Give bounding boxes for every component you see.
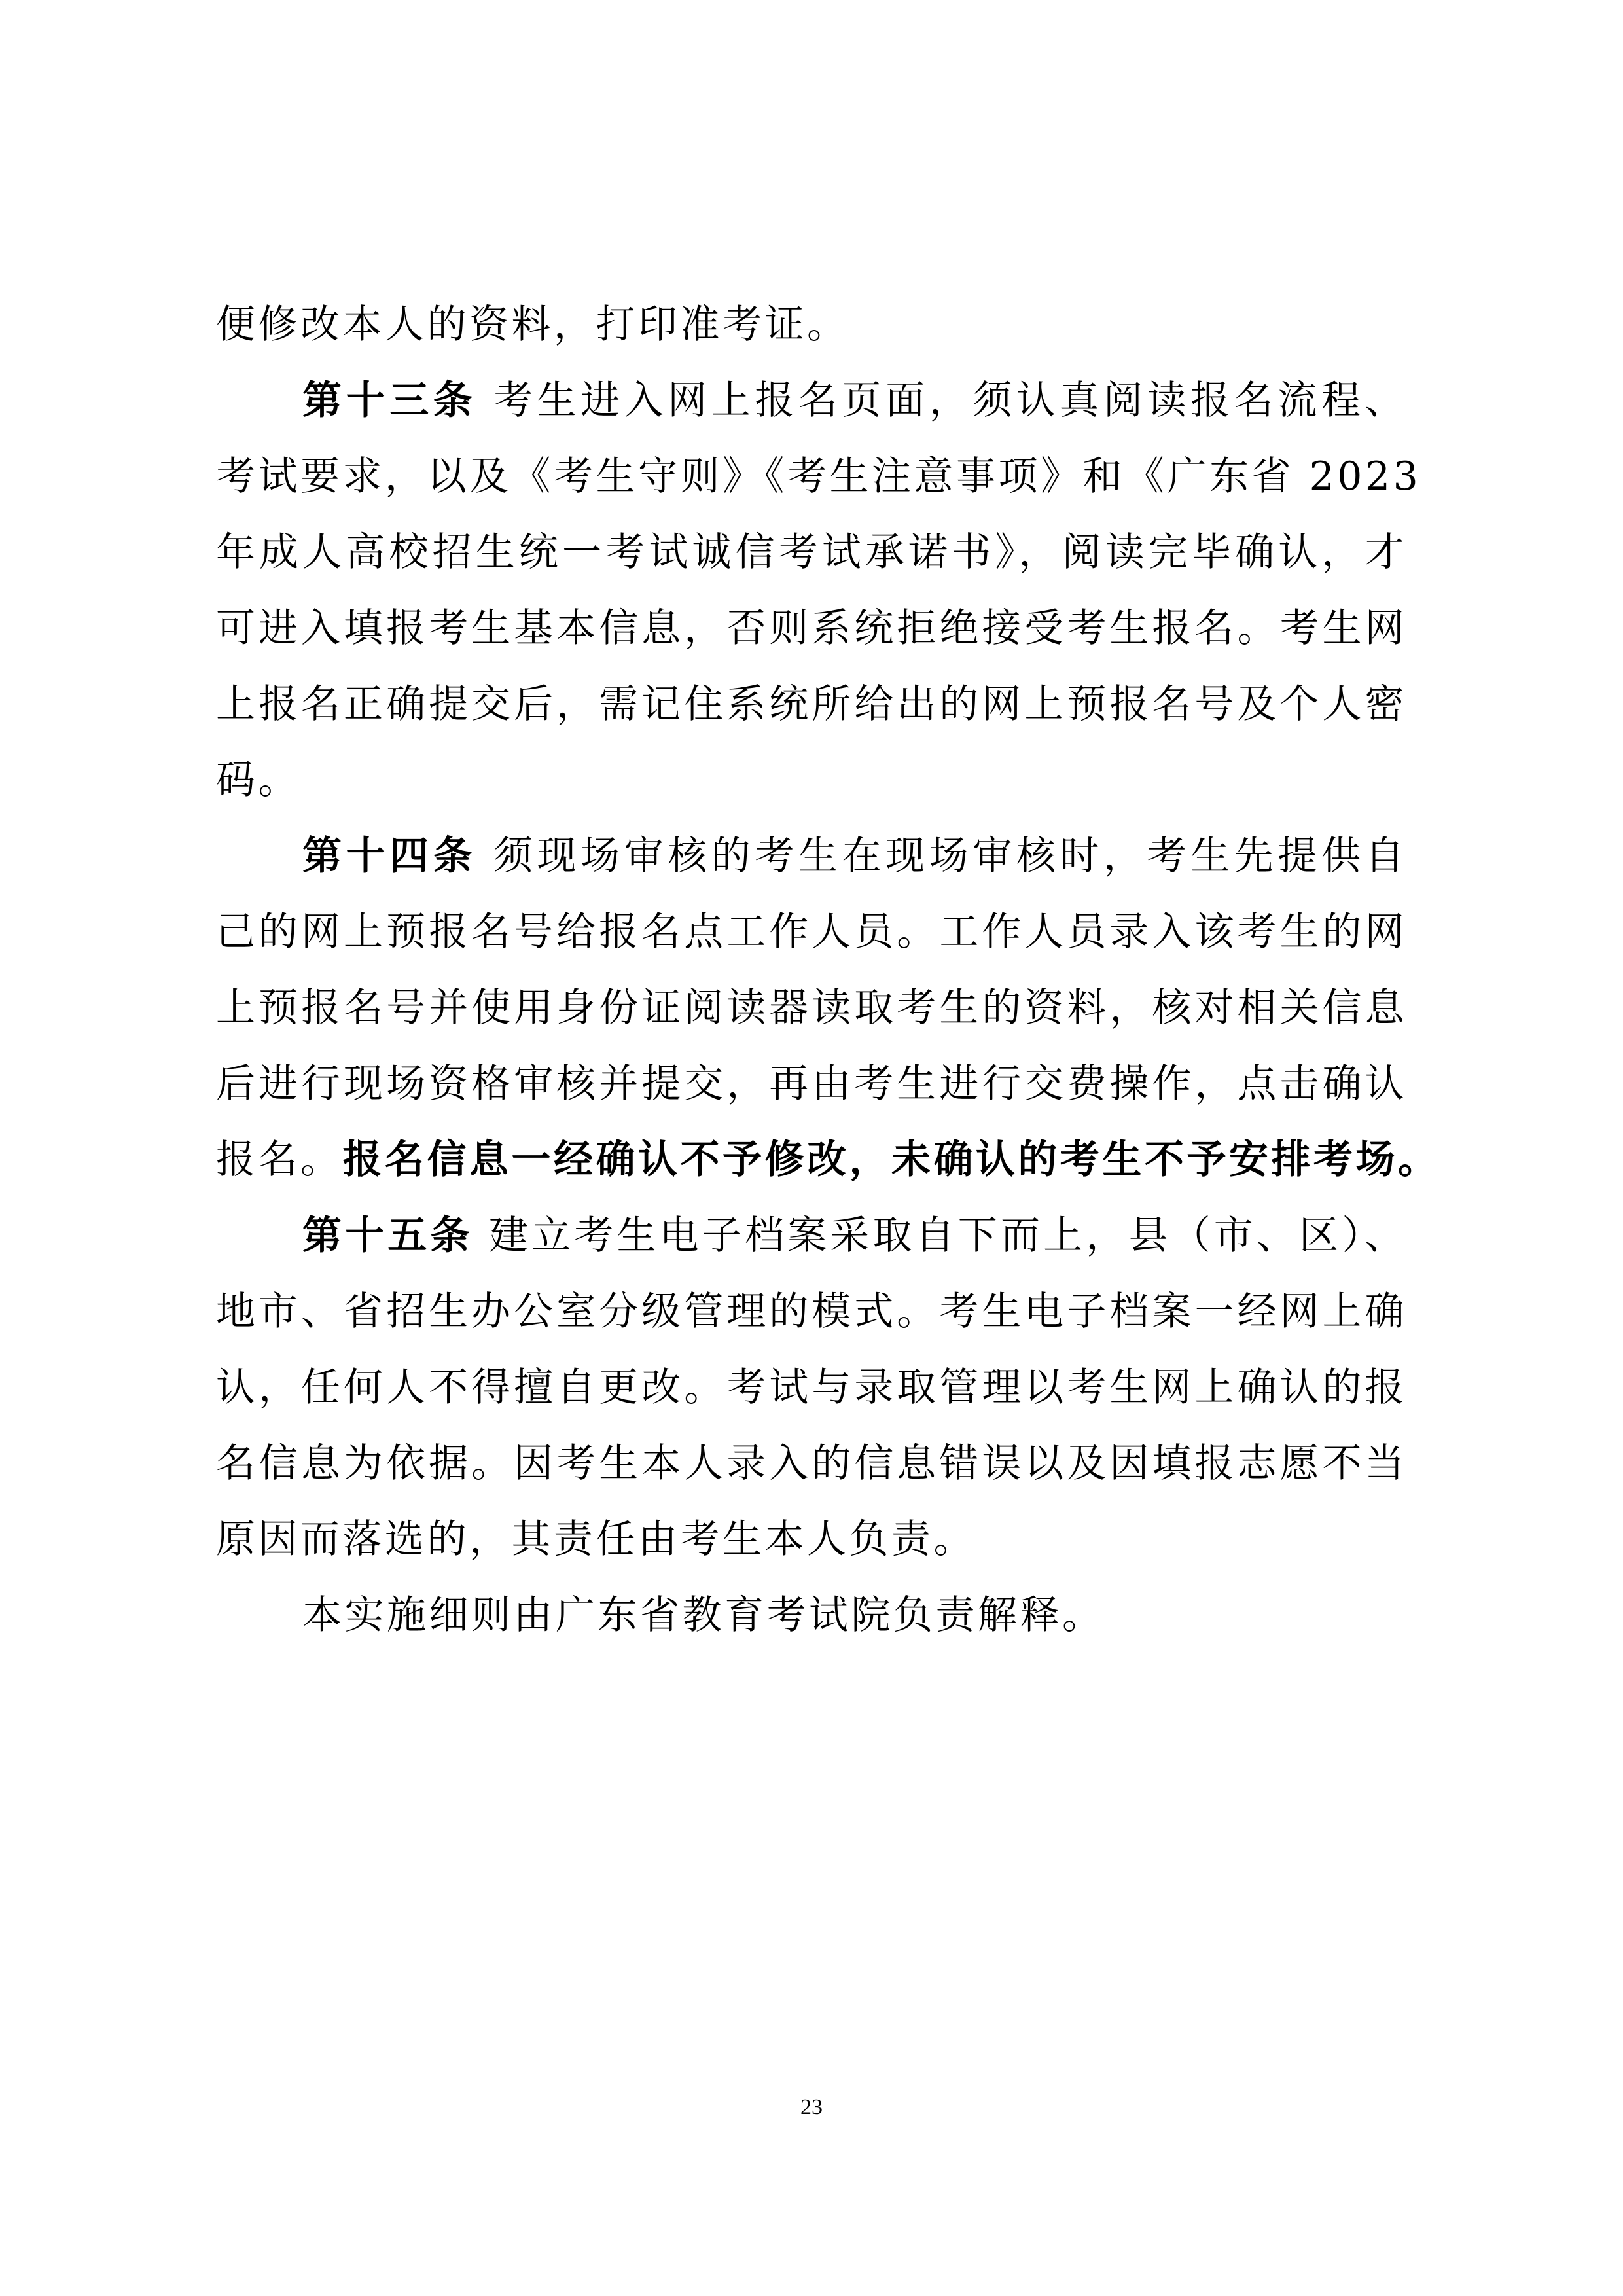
article-label: 第十四条: [302, 833, 477, 879]
paragraph-line: [216, 742, 1407, 818]
text-run: 己的网上预报名号给报名点工作人员。工作人员录入该考生的网: [216, 909, 1407, 955]
article-14-heading-line: [216, 818, 1407, 894]
closing-line: [216, 1577, 1407, 1653]
text-run: 后进行现场资格审核并提交，再由考生进行交费操作，点击确认: [216, 1061, 1407, 1107]
text-run: 考生进入网上报名页面，须认真阅读报名流程、: [493, 378, 1408, 423]
paragraph-line: [216, 970, 1407, 1046]
article-15-heading-line: [216, 1198, 1407, 1274]
paragraph-line: [216, 1274, 1407, 1350]
text-run: 上预报名号并使用身份证阅读器读取考生的资料，核对相关信息: [216, 985, 1407, 1031]
article-13-heading-line: [216, 363, 1407, 439]
text-run: 码。: [216, 757, 300, 803]
text-run: 名信息为依据。因考生本人录入的信息错误以及因填报志愿不当: [216, 1441, 1407, 1486]
text-run: 报名。: [216, 1137, 343, 1183]
paragraph-line: [216, 1122, 1440, 1198]
text-run: 须现场审核的考生在现场审核时，考生先提供自: [493, 833, 1408, 879]
article-label: 第十五条: [302, 1213, 473, 1259]
paragraph-line: [216, 1046, 1407, 1122]
paragraph-line: [216, 1501, 1407, 1577]
text-run: 本实施细则由广东省教育考试院负责解释。: [302, 1592, 1105, 1638]
emphasized-text: 报名信息一经确认不予修改，未确认的考生不予安排考场。: [342, 1137, 1440, 1183]
paragraph-line: [216, 1426, 1407, 1501]
paragraph-line: [216, 514, 1407, 590]
text-run: 可进入填报考生基本信息，否则系统拒绝接受考生报名。考生网: [216, 605, 1407, 651]
text-run: 便修改本人的资料，打印准考证。: [216, 302, 849, 348]
paragraph-line: [216, 287, 1407, 363]
paragraph-line: [216, 1350, 1407, 1426]
text-run: 上报名正确提交后，需记住系统所给出的网上预报名号及个人密: [216, 681, 1407, 727]
text-run: 年成人高校招生统一考试诚信考试承诺书》，阅读完毕确认，才: [216, 529, 1407, 575]
paragraph-line: [216, 666, 1407, 742]
text-run: 考试要求，以及《考生守则》《考生注意事项》和《广东省 2023: [216, 454, 1421, 499]
page-number: 23: [800, 2095, 823, 2119]
text-run: 原因而落选的，其责任由考生本人负责。: [216, 1516, 976, 1562]
paragraph-line: [216, 894, 1407, 970]
text-run: 地市、省招生办公室分级管理的模式。考生电子档案一经网上确: [216, 1289, 1407, 1335]
text-run: 认，任何人不得擅自更改。考试与录取管理以考生网上确认的报: [216, 1365, 1407, 1410]
paragraph-line: [216, 590, 1407, 666]
body-text: [216, 287, 1440, 1653]
article-label: 第十三条: [302, 378, 477, 423]
text-run: 建立考生电子档案采取自下而上，县（市、区）、: [488, 1213, 1408, 1259]
paragraph-line: [216, 439, 1421, 514]
